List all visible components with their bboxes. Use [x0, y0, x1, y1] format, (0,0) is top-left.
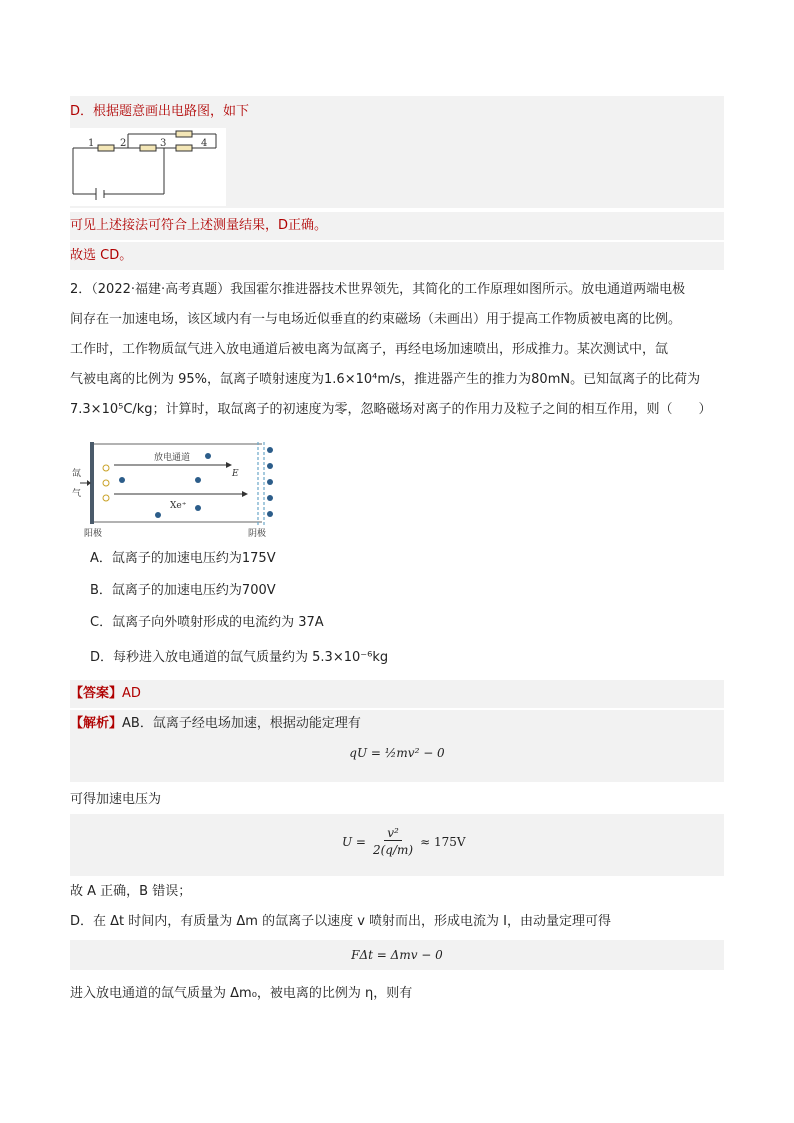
- eq2-denominator: 2(q/m): [372, 843, 414, 857]
- circuit-label-2: 2: [120, 138, 127, 149]
- equation-energy: qU = ½mv² − 0: [349, 746, 445, 760]
- previous-choice: 故选 CD。: [70, 242, 724, 270]
- previous-conclusion: 可见上述接法可符合上述测量结果，D正确。: [70, 212, 724, 240]
- previous-d-line: D．根据题意画出电路图，如下: [70, 104, 250, 119]
- circuit-diagram: [70, 128, 226, 206]
- eq2-fraction: [370, 826, 416, 857]
- equation-momentum-block: [70, 940, 724, 970]
- question-line-4: 气被电离的比例为 95%，氙离子喷射速度为1.6×10⁴m/s，推进器产生的推力为80mN。已知氙离子的比荷为: [70, 372, 701, 387]
- answer-tag: 【答案】: [70, 686, 123, 701]
- d-intro: D．在 Δt 时间内，有质量为 Δm 的氙离子以速度 v 喷射而出，形成电流为 I，由动量定理可得: [70, 914, 612, 929]
- equation-voltage: [342, 826, 466, 857]
- question-line-5: 7.3×10⁵C/kg；计算时，取氙离子的初速度为零，忽略磁场对离子的作用力及粒子之间的相互作用，则（ ）: [70, 402, 712, 417]
- circuit-label-4: 4: [201, 138, 208, 149]
- analysis-ab-intro: 【解析】AB．氙离子经电场加速，根据动能定理有: [70, 716, 361, 731]
- gas-label-2: 气: [72, 489, 82, 499]
- last-line: 进入放电通道的氙气质量为 Δm₀，被电离的比例为 η，则有: [70, 986, 413, 1001]
- question-line-3: 工作时，工作物质氙气进入放电通道后被电离为氙离子，再经电场加速喷出，形成推力。某次测试中，氙: [70, 342, 669, 357]
- voltage-intro: 可得加速电压为: [70, 792, 162, 807]
- question-line-2: 间存在一加速电场，该区域内有一与电场近似垂直的约束磁场（未画出）用于提高工作物质被电离的比例。: [70, 312, 682, 327]
- ab-conclusion: 故 A 正确，B 错误；: [70, 884, 192, 899]
- equation-momentum: FΔt = Δmv − 0: [351, 948, 443, 962]
- option-a: A．氙离子的加速电压约为175V: [90, 551, 276, 566]
- option-c: C．氙离子向外喷射形成的电流约为 37A: [90, 615, 324, 630]
- eq2-numerator: v²: [384, 826, 402, 841]
- eq2-rhs: ≈ 175V: [420, 834, 466, 849]
- question-2: [70, 276, 724, 424]
- circuit-label-1: 1: [88, 138, 95, 149]
- cathode-label: 阴极: [248, 529, 267, 539]
- previous-solution-block: [70, 96, 724, 208]
- eq2-lhs: U =: [342, 834, 366, 849]
- channel-label: 放电通道: [154, 453, 191, 463]
- option-b: B．氙离子的加速电压约为700V: [90, 583, 276, 598]
- gas-label-1: 氙: [72, 469, 82, 479]
- analysis-tag: 【解析】: [70, 716, 123, 731]
- question-line-1: 2．（2022·福建·高考真题）我国霍尔推进器技术世界领先，其简化的工作原理如图所示。放电通道两端电极: [70, 282, 686, 297]
- field-label: E: [232, 469, 239, 479]
- question-source: 2．（2022·福建·高考真题）: [70, 282, 231, 297]
- analysis-ab-block: [70, 710, 724, 782]
- answer-value: AD: [122, 686, 141, 701]
- equation-voltage-block: [70, 814, 724, 876]
- anode-label: 阳极: [84, 529, 103, 539]
- option-d: D．每秒进入放电通道的氙气质量约为 5.3×10⁻⁶kg: [90, 650, 389, 665]
- ion-label: Xe⁺: [170, 501, 187, 511]
- thruster-figure: [70, 436, 280, 540]
- circuit-label-3: 3: [160, 138, 167, 149]
- answer-line: [70, 680, 724, 708]
